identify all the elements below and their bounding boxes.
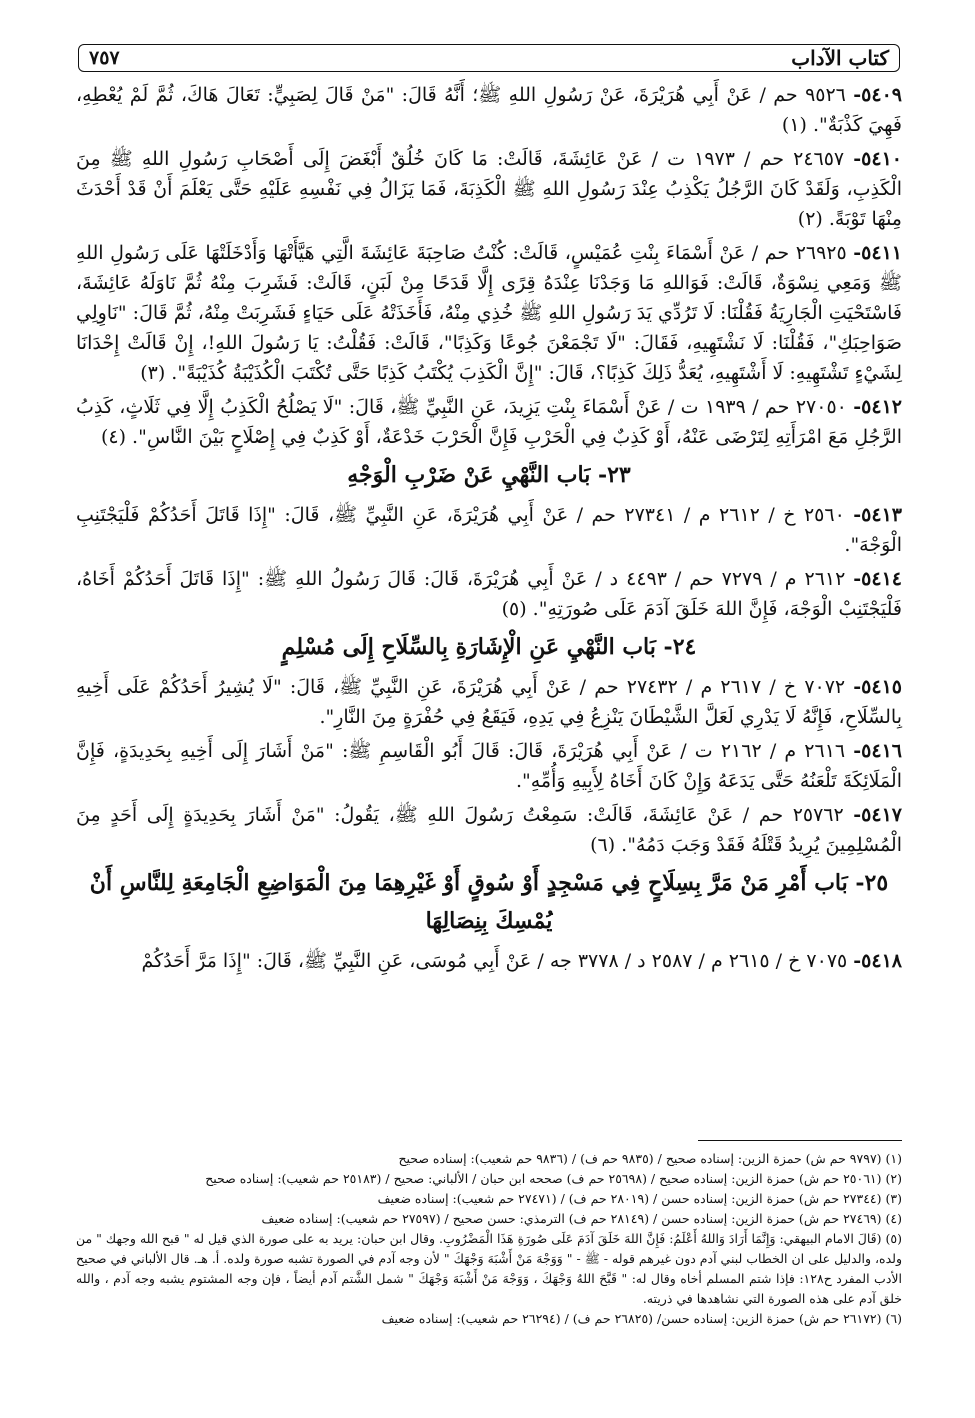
chapter-heading: ٢٣- بَاب النَّهْيِ عَنْ ضَرْبِ الْوَجْهِ — [347, 462, 631, 488]
hadith-number: ٥٤١١- — [853, 242, 902, 264]
hadith-text: ٢٦١٢ م / ٧٢٧٩ حم / ٤٤٩٣ د / عَنْ أَبِي هُرَيْرَةَ، قَالَ: قَالَ رَسُولُ اللهِ ﷺ: "إِذَا قَاتَلَ أَحَدُكُمْ أَخَاهُ، فَلْيَجْتَنِبْ الْوَجْهَ، فَإِنَّ اللهَ خَلَقَ آدَمَ عَلَى صُورَتِهِ". (٥) — [76, 568, 902, 620]
hadith-text: ٢٥٧٦٢ حم / عَنْ عَائِشَةَ، قَالَتْ: سَمِعْتُ رَسُولَ اللهِ ﷺ، يَقُولُ: "مَنْ أَشَارَ بِحَدِيدَةٍ إِلَى أَحَدٍ مِنَ الْمُسْلِمِينَ يُرِيدُ قَتْلَهُ فَقَدْ وَجَبَ دَمُهُ". (٦) — [76, 804, 902, 856]
hadith-text: ٧٠٧٢ خ / ٢٦١٧ م / ٢٧٤٣٢ حم / عَنْ أَبِي هُرَيْرَةَ، عَنِ النَّبِيِّ ﷺ، قَالَ: "لَا يُشِيرُ أَحَدُكُمْ عَلَى أَخِيهِ بِالسِّلَاحِ، فَإِنَّهُ لَا يَدْرِي لَعَلَّ الشَّيْطَانَ يَنْزِعُ فِي يَدِهِ، فَيَقَعُ فِي حُفْرَةٍ مِنَ النَّارِ". — [76, 676, 902, 728]
hadith-number: ٥٤١٤- — [853, 568, 902, 590]
hadith-number: ٥٤١٨- — [853, 950, 902, 972]
footnote: (٣) (٢٧٣٤٤ حم ش) حمزة الزين: إسناده حسن / (٢٨٠١٩ حم ف) / (٢٧٤٧١ حم شعيب): إسناده ضعيف — [377, 1191, 902, 1206]
hadith-entry — [76, 80, 902, 140]
hadith-number: ٥٤١٥- — [853, 676, 902, 698]
hadith-entry — [76, 144, 902, 234]
chapter-heading: ٢٤- بَاب النَّهْيِ عَنِ الْإِشَارَةِ بِالسِّلَاحِ إِلَى مُسْلِمٍ — [281, 634, 697, 660]
page-number: ٧٥٧ — [89, 47, 120, 69]
footnote-divider — [698, 1140, 902, 1141]
hadith-number: ٥٤١٠- — [853, 148, 902, 170]
hadith-text: ٧٠٧٥ خ / ٢٦١٥ م / ٢٥٨٧ د / ٣٧٧٨ جه / عَنْ أَبِي مُوسَى، عَنِ النَّبِيِّ ﷺ، قَالَ: "إِذَا مَرَّ أَحَدُكُمْ — [141, 950, 854, 972]
hadith-entry — [76, 238, 902, 388]
hadith-text: ٢٥٦٠ خ / ٢٦١٢ م / ٢٧٣٤١ حم / عَنْ أَبِي هُرَيْرَةَ، عَنِ النَّبِيِّ ﷺ، قَالَ: "إِذَا قَاتَلَ أَحَدُكُمْ فَلْيَجْتَنِبِ الْوَجْهَ". — [76, 504, 902, 556]
hadith-entry — [76, 500, 902, 560]
footnote: (٦) (٢٦١٧٢ حم ش) حمزة الزين: إسناده حسن/ (٢٦٨٢٥ حم ف) / (٢٦٢٩٤ حم شعيب): إسناده ضعيف — [381, 1311, 902, 1326]
hadith-entry — [76, 672, 902, 732]
hadith-entry — [76, 800, 902, 860]
hadith-number: ٥٤١٢- — [853, 396, 902, 418]
footnote: (٤) (٢٧٤٦٩ حم ش) حمزة الزين: إسناده حسن / (٢٨١٤٩ حم ف) الترمذي: حسن صحيح / (٢٧٥٩٧ حم شعيب): إسناده ضعيف — [261, 1211, 902, 1226]
footnote: (١) (٩٧٩٧ حم ش) حمزة الزين: إسناده صحيح / (٩٨٣٥ حم ف) / (٩٨٣٦ حم شعيب): إسناده صحيح — [398, 1151, 902, 1166]
main-text — [76, 80, 902, 980]
page-header — [78, 44, 900, 72]
hadith-entry — [76, 564, 902, 624]
hadith-number: ٥٤١٦- — [853, 740, 902, 762]
hadith-entry — [76, 736, 902, 796]
hadith-text: ٢٦١٦ م / ٢١٦٢ ت / عَنْ أَبِي هُرَيْرَةَ، قَالَ: قَالَ أَبُو الْقَاسِمِ ﷺ: "مَنْ أَشَارَ إِلَى أَخِيهِ بِحَدِيدَةٍ، فَإِنَّ الْمَلَائِكَةَ تَلْعَنُهُ حَتَّى يَدَعَهُ وَإِنْ كَانَ أَخَاهُ لِأَبِيهِ وَأُمِّهِ". — [76, 740, 902, 792]
hadith-number: ٥٤٠٩- — [853, 84, 902, 106]
hadith-text: ٢٤٦٥٧ حم / ١٩٧٣ ت / عَنْ عَائِشَةَ، قَالَتْ: مَا كَانَ خُلُقٌ أَبْغَضَ إِلَى أَصْحَابِ رَسُولِ اللهِ ﷺ مِنَ الْكَذِبِ، وَلَقَدْ كَانَ الرَّجُلُ يَكْذِبُ عِنْدَ رَسُولِ اللهِ ﷺ الْكَذِبَةَ، فَمَا يَزَالُ فِي نَفْسِهِ عَلَيْهِ حَتَّى يَعْلَمَ أَنْ قَدْ أَحْدَثَ مِنْهَا تَوْبَةً. (٢) — [76, 148, 902, 230]
book-title: كتاب الآداب — [791, 46, 889, 70]
hadith-text: ٢٦٩٢٥ حم / عَنْ أَسْمَاءَ بِنْتِ عُمَيْسٍ، قَالَتْ: كُنْتُ صَاحِبَةَ عَائِشَةَ الَّتِي هَيَّأَتْهَا وَأَدْخَلَتْهَا عَلَى رَسُولِ اللهِ ﷺ وَمَعِي نِسْوَةٌ، قَالَتْ: فَوَاللهِ مَا وَجَدْنَا عِنْدَهُ قِرًى إِلَّا قَدَحًا مِنْ لَبَنٍ، قَالَتْ: فَشَرِبَ مِنْهُ ثُمَّ نَاوَلَهُ عَائِشَةَ، فَاسْتَحْيَتِ الْجَارِيَةُ فَقُلْنَا: لَا تَرُدِّي يَدَ رَسُولِ اللهِ ﷺ خُذِي مِنْهُ، فَأَخَذَتْهُ عَلَى حَيَاءٍ فَشَرِبَتْ مِنْهُ، ثُمَّ قَالَ: "نَاوِلِي صَوَاحِبَكِ"، فَقُلْنَا: لَا نَشْتَهِيهِ، فَقَالَ: "لَا تَجْمَعْنَ جُوعًا وَكَذِبًا"، قَالَتْ: فَقُلْتُ: يَا رَسُولَ اللهِ!، إِنْ قَالَتْ إِحْدَانَا لِشَيْءٍ تَشْتَهِيهِ: لَا أَشْتَهِيهِ، يُعَدُّ ذَلِكَ كَذِبًا؟، قَالَ: "إِنَّ الْكَذِبَ يُكْتَبُ كَذِبًا حَتَّى تُكْتَبَ الْكُذَيْبَةُ كُذَيْبَةً". (٣) — [76, 242, 902, 384]
footnotes — [76, 1149, 902, 1329]
footnote: (٢) (٢٥٠٦١ حم ش) حمزة الزين: إسناده صحيح / (٢٥٦٩٨ حم ف) صححه ابن حبان / الألباني: صحيح / (٢٥١٨٣ حم شعيب): إسناده صحيح — [205, 1171, 902, 1186]
hadith-text: ٢٧٠٥٠ حم / ١٩٣٩ ت / عَنْ أَسْمَاءَ بِنْتِ يَزِيدَ، عَنِ النَّبِيِّ ﷺ، قَالَ: "لَا يَصْلُحُ الْكَذِبُ إِلَّا فِي ثَلَاثٍ، كَذِبُ الرَّجُلِ مَعَ امْرَأَتِهِ لِتَرْضَى عَنْهُ، أَوْ كَذِبٌ فِي الْحَرْبِ فَإِنَّ الْحَرْبَ خَدْعَةٌ، أَوْ كَذِبٌ فِي إِصْلَاحٍ بَيْنَ النَّاسِ". (٤) — [76, 396, 902, 448]
hadith-number: ٥٤١٣- — [853, 504, 902, 526]
hadith-entry — [76, 392, 902, 452]
chapter-heading: ٢٥- بَاب أَمْرِ مَنْ مَرَّ بِسِلَاحٍ فِي مَسْجِدٍ أَوْ سُوقٍ أَوْ غَيْرِهِمَا مِنَ الْمَوَاضِعِ الْجَامِعَةِ لِلنَّاسِ أَنْ يُمْسِكَ بِنِصَالِهَا — [89, 870, 889, 934]
footnote: (٥) (قَالَ الامام البيهقي: وَإِنَّمَا أَرَادَ وَاللهُ أَعْلَمُ: فَإِنَّ اللهَ خَلَقَ آدَمَ عَلَى صُورَةِ هَذَا الْمَضْرُوبِ. وقال ابن حبان: يريد به على صورة الذي قيل له " قبح الله وجهك " من ولده، والدليل على ان الخطاب لبني آدم دون غيرهم قوله - ﷺ - " وَوَجْهَ مَنْ أَشْبَهَ وَجْهَكَ " لأن وجه آدم في الصورة تشبه صورة ولده. أ. هـ. قال الألباني في صحيح الأدب المفرد ح١٢٨: فإذا شتم المسلم أخاه وقال له: " قَبَّحَ اللهُ وَجْهَكَ ، وَوَجْهَ مَنْ أَشْبَهَ وَجْهَكَ " شمل الشَّتم آدم أيضاً ، فإن وجه المشتوم يشبه وجه آدم ، والله خلق آدم على هذه الصورة التي نشاهدها في ذريته. — [76, 1231, 902, 1306]
hadith-entry — [76, 946, 902, 976]
hadith-number: ٥٤١٧- — [853, 804, 902, 826]
hadith-text: ٩٥٢٦ حم / عَنْ أَبِي هُرَيْرَةَ، عَنْ رَسُولِ اللهِ ﷺ؛ أَنَّهُ قَالَ: "مَنْ قَالَ لِصَبِيٍّ: تَعَالَ هَاكَ، ثُمَّ لَمْ يُعْطِهِ، فَهِيَ كَذْبَةٌ". (١) — [76, 84, 902, 136]
